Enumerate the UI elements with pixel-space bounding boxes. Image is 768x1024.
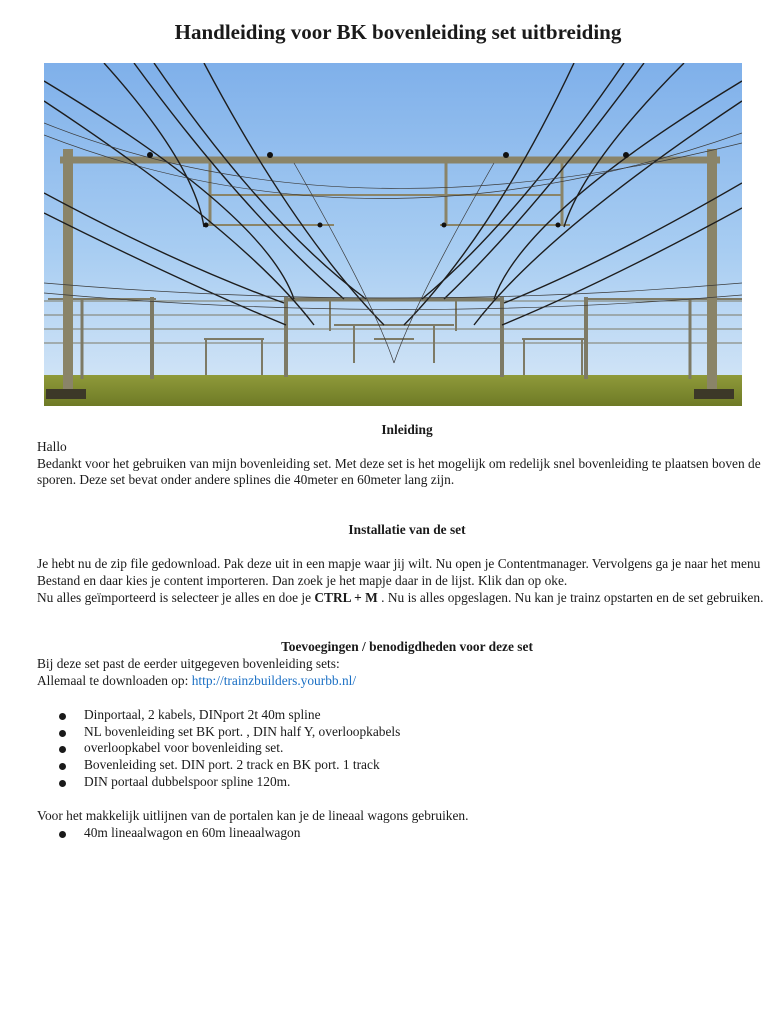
intro-heading: Inleiding	[381, 422, 433, 437]
intro-greeting: Hallo	[37, 438, 67, 454]
install-text-a: Nu alles geïmporteerd is selecteer je alles en doe je	[37, 589, 315, 605]
bullet-icon	[59, 763, 66, 770]
shortcut-keys: CTRL + M	[314, 589, 378, 605]
list-item	[37, 825, 768, 842]
install-paragraph-1: Je hebt nu de zip file gedownload. Pak deze uit in een mapje waar jij wilt. Nu open je Contentmanager. Vervolgens ga je naar het menu Bestand en daar kies je content importeren. Dan zoek je het mapje daar in de lijst. Klik dan op oke.	[37, 555, 761, 588]
list-item-text: 40m lineaalwagon en 60m lineaalwagon	[84, 824, 301, 840]
list-item-text: NL bovenleiding set BK port. , DIN half Y, overloopkabels	[84, 723, 401, 739]
intro-paragraph: Bedankt voor het gebruiken van mijn bovenleiding set. Met deze set is het mogelijk om redelijk snel bovenleiding te plaatsen boven de sporen. Deze set bevat onder andere splines die 40meter en 60meter lang zijn.	[37, 455, 761, 488]
bullet-icon	[59, 730, 66, 737]
bullet-icon	[59, 746, 66, 753]
list-item	[37, 774, 768, 791]
install-heading: Installatie van de set	[348, 522, 466, 538]
list-item-text: Bovenleiding set. DIN port. 2 track en BK port. 1 track	[84, 757, 380, 773]
install-text-b: . Nu is alles opgeslagen. Nu kan je trainz opstarten en de set gebruiken.	[377, 589, 764, 605]
page-title: Handleiding voor BK bovenleiding set uitbreiding	[174, 20, 622, 44]
additions-heading: Toevoegingen / benodigdheden voor deze set	[281, 639, 533, 655]
list-item	[37, 724, 768, 741]
additions-line-2	[37, 673, 768, 690]
additions-list	[37, 707, 768, 791]
bullet-icon	[59, 713, 66, 720]
wagon-list	[37, 825, 768, 842]
list-item	[37, 757, 768, 774]
download-prefix: Allemaal te downloaden op:	[37, 672, 192, 688]
list-item-text: Dinportaal, 2 kabels, DINport 2t 40m spline	[84, 706, 321, 722]
alignment-note: Voor het makkelijk uitlijnen van de portalen kan je de lineaal wagons gebruiken.	[37, 807, 469, 823]
additions-line-1: Bij deze set past de eerder uitgegeven bovenleiding sets:	[37, 656, 340, 672]
list-item-text: overloopkabel voor bovenleiding set.	[84, 740, 284, 756]
list-item	[37, 740, 768, 757]
install-paragraph-2	[37, 590, 768, 607]
catenary-illustration	[44, 63, 742, 406]
document-body	[37, 422, 768, 841]
bullet-icon	[59, 780, 66, 787]
list-item	[37, 707, 768, 724]
download-link[interactable]: http://trainzbuilders.yourbb.nl/	[191, 672, 357, 688]
bullet-icon	[59, 831, 66, 838]
list-item-text: DIN portaal dubbelspoor spline 120m.	[84, 773, 291, 789]
